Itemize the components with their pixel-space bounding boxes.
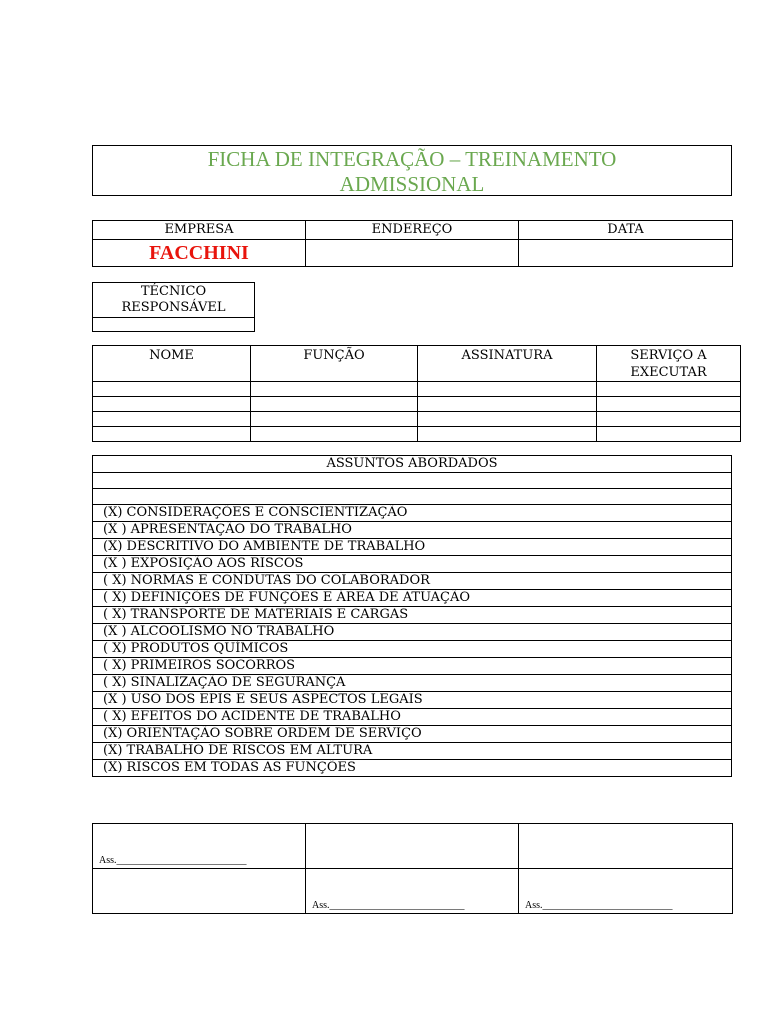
header-endereco: ENDEREÇO (306, 221, 519, 240)
blank-row (93, 473, 732, 489)
table-row (93, 412, 741, 427)
header-assinatura: ASSINATURA (418, 346, 597, 382)
topic-item: ( X) TRANSPORTE DE MATERIAIS E CARGAS (93, 607, 732, 624)
team-table (92, 345, 741, 442)
topic-item: ( X) PRODUTOS QUÍMICOS (93, 641, 732, 658)
address-cell (306, 240, 519, 267)
signature-cell-empty (93, 869, 306, 914)
form-title-line2: ADMISSIONAL (339, 172, 485, 196)
header-nome: NOME (93, 346, 251, 382)
topic-item: (X ) USO DOS EPIS E SEUS ASPECTOS LEGAIS (93, 692, 732, 709)
technician-value-cell (93, 318, 255, 332)
topic-item: (X) TRABALHO DE RISCOS EM ALTURA (93, 743, 732, 760)
topic-item: (X ) EXPOSIÇÃO AOS RISCOS (93, 556, 732, 573)
topic-item: ( X) NORMAS E CONDUTAS DO COLABORADOR (93, 573, 732, 590)
company-table (92, 220, 733, 267)
topic-item: (X) CONSIDERAÇÕES E CONSCIENTIZAÇÃO (93, 505, 732, 522)
table-row (93, 427, 741, 442)
topic-item: ( X) SINALIZAÇÃO DE SEGURANÇA (93, 675, 732, 692)
technician-label (93, 283, 255, 318)
technician-label-line1: TÉCNICO (140, 284, 207, 299)
topic-item: (X ) APRESENTAÇÃO DO TRABALHO (93, 522, 732, 539)
topic-item: ( X) EFEITOS DO ACIDENTE DE TRABALHO (93, 709, 732, 726)
blank-row (93, 489, 732, 505)
signature-line-3: Ass.__________________________ (525, 900, 673, 911)
date-cell (519, 240, 733, 267)
topic-item: ( X) DEFINIÇÕES DE FUNÇÕES E ÁREA DE ATUAÇÃO (93, 590, 732, 607)
signature-line-2: Ass.___________________________ (312, 900, 465, 911)
topic-item: (X ) ALCOOLISMO NO TRABALHO (93, 624, 732, 641)
form-title (92, 145, 732, 196)
signature-table (92, 823, 733, 914)
header-empresa: EMPRESA (93, 221, 306, 240)
header-data: DATA (519, 221, 733, 240)
header-servico: SERVIÇO A EXECUTAR (597, 346, 741, 382)
table-row (93, 397, 741, 412)
signature-cell-3 (519, 869, 733, 914)
topics-table (92, 455, 732, 777)
company-name: FACCHINI (149, 242, 249, 264)
technician-table (92, 282, 255, 332)
header-funcao: FUNÇÃO (251, 346, 418, 382)
company-name-cell (93, 240, 306, 267)
signature-line-1: Ass.__________________________ (99, 855, 247, 866)
signature-cell-2 (306, 869, 519, 914)
topic-item: (X) ORIENTAÇÃO SOBRE ORDEM DE SERVIÇO (93, 726, 732, 743)
signature-cell-empty (519, 824, 733, 869)
topic-item: (X) RISCOS EM TODAS AS FUNÇÕES (93, 760, 732, 777)
signature-cell-empty (306, 824, 519, 869)
topic-item: ( X) PRIMEIROS SOCORROS (93, 658, 732, 675)
technician-label-line2: RESPONSÁVEL (121, 300, 226, 315)
form-title-line1: FICHA DE INTEGRAÇÃO – TREINAMENTO (207, 147, 617, 171)
table-row (93, 382, 741, 397)
topic-item: (X) DESCRITIVO DO AMBIENTE DE TRABALHO (93, 539, 732, 556)
topics-header: ASSUNTOS ABORDADOS (93, 456, 732, 473)
signature-cell-1 (93, 824, 306, 869)
